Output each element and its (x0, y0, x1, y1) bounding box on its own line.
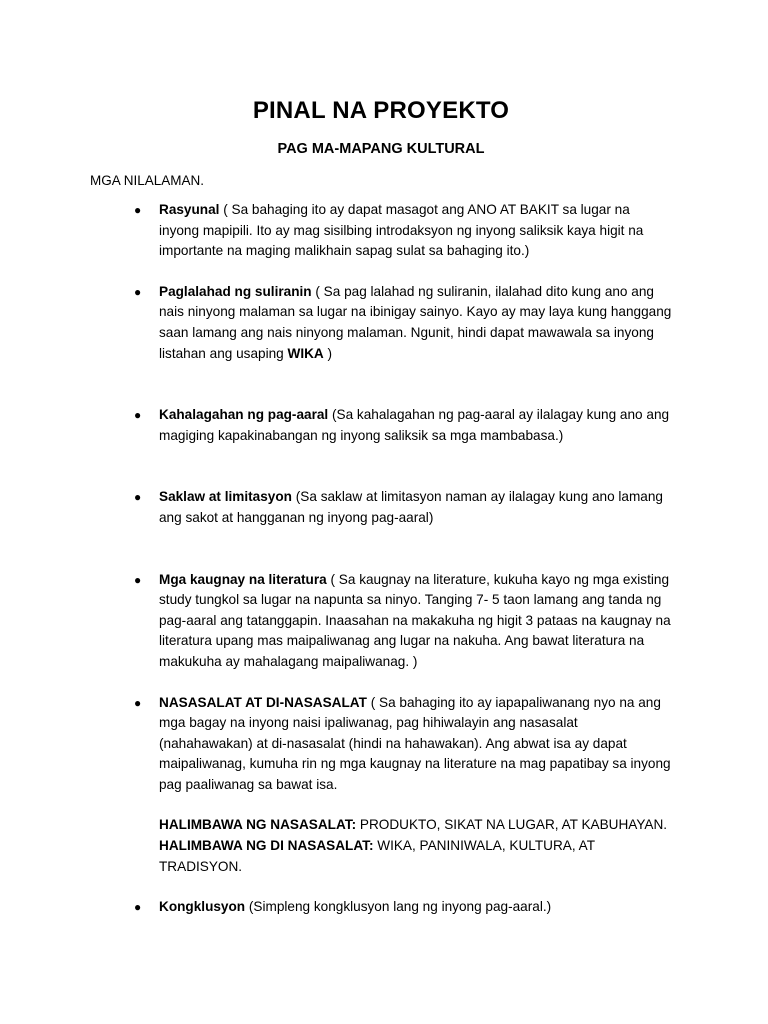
list-item-kahalagahan (90, 405, 672, 446)
item-description: ( Sa pag lalahad ng suliranin, ilalahad dito kung ano ang nais ninyong malaman sa lugar na ibinigay sainyo. Kayo ay may laya kung hanggang saan lamang ang nais ninyong malaman. Ngunit, hindi dapat mawawala sa inyong listahan ang usaping (159, 283, 672, 361)
document-title: PINAL NA PROYEKTO (252, 97, 510, 124)
bullet-icon: ● (134, 900, 142, 915)
item-term: Rasyunal (159, 202, 220, 217)
item-term: Kongklusyon (159, 899, 246, 915)
example-value: PRODUKTO, SIKAT NA LUGAR, AT KABUHAYAN. (356, 817, 668, 833)
item-description: ( Sa kaugnay na literature, kukuha kayo ng mga existing study tungkol sa lugar na napunta sa ninyo. Tanging 7- 5 taon lamang ang tanda ng pag-aaral ang tatanggapin. Inaasahan na makakuha ng higit 3 pataas na kaugnay na literatura upang mas maipaliwanag ang lugar na nakuha. Ang bawat literatura na makukuha ay mahalagang maipaliwanag. ) (159, 571, 671, 669)
bullet-icon: ● (134, 490, 142, 505)
item-description: (Sa kahalagahan ng pag-aaral ay ilalagay kung ano ang magiging kapakinabangan ng inyong saliksik sa mga mambabasa.) (159, 407, 670, 443)
list-item-rasyunal (90, 200, 672, 262)
item-term: NASASALAT AT DI-NASASALAT (159, 694, 367, 710)
item-description: ( Sa bahaging ito ay dapat masagot ang ANO AT BAKIT sa lugar na inyong mapipili. Ito ay mag sisilbing introdaksyon ng inyong saliksik kaya higit na importante na maging malikhain sapag sulat sa bahaging ito.) (159, 202, 644, 259)
example-line-di-nasasalat (159, 836, 672, 877)
item-description: ( Sa bahaging ito ay iapapaliwanang nyo na ang mga bagay na inyong naisi ipaliwanag, pag hihiwalayin ang nasasalat (nahahawakan) at di-nasasalat (hindi na hahawakan). Ang abwat isa ay dapat maipaliwanag, kumuha rin ng mga kaugnay na literature na mag papatibay sa inyong pag paaliwanag sa bawat isa. (159, 694, 671, 792)
list-item-saklaw (90, 487, 672, 528)
bullet-icon: ● (134, 695, 142, 710)
item-term: Mga kaugnay na literatura (159, 571, 327, 587)
list-item-nasasalat (90, 693, 672, 878)
example-line-nasasalat (159, 815, 672, 836)
item-term: Paglalahad ng suliranin (159, 283, 312, 299)
contents-heading: MGA NILALAMAN. (90, 173, 205, 188)
list-item-literatura (90, 570, 672, 673)
item-term: Kahalagahan ng pag-aaral (159, 407, 329, 423)
bullet-icon: ● (134, 284, 142, 299)
list-item-paglalahad (90, 282, 672, 364)
example-label: HALIMBAWA NG DI NASASALAT: (159, 838, 374, 854)
item-term: Saklaw at limitasyon (159, 489, 292, 505)
examples-block (159, 815, 672, 877)
example-value: WIKA, PANINIWALA, KULTURA, AT TRADISYON. (159, 838, 595, 874)
item-emphasis: WIKA (287, 345, 324, 361)
item-description: (Sa saklaw at limitasyon naman ay ilalagay kung ano lamang ang sakot at hangganan ng inyong pag-aaral) (159, 489, 663, 525)
bullet-icon: ● (134, 408, 142, 423)
item-description: (Simpleng kongklusyon lang ng inyong pag-aaral.) (245, 899, 552, 915)
bullet-icon: ● (134, 203, 142, 217)
document-subtitle: PAG MA-MAPANG KULTURAL (277, 141, 485, 157)
list-item-kongklusyon (90, 897, 672, 918)
example-label: HALIMBAWA NG NASASALAT: (159, 817, 357, 833)
item-description-end: ) (323, 345, 333, 361)
contents-list (90, 200, 672, 918)
bullet-icon: ● (134, 572, 142, 587)
